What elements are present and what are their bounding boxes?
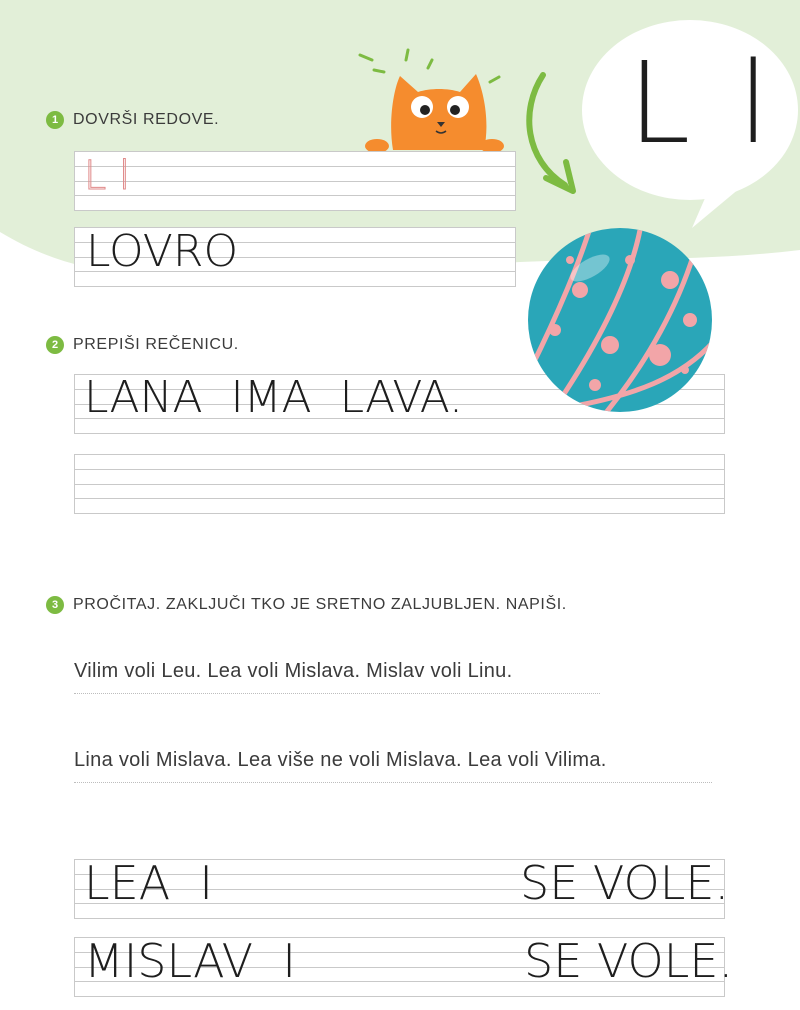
- model-word-lovro: LOVRO: [86, 226, 239, 277]
- task-number-badge: 1: [46, 111, 64, 129]
- answer-2-start: MISLAV I: [84, 934, 296, 988]
- task-number-badge: 3: [46, 596, 64, 614]
- reading-sentence-2: Lina voli Mislava. Lea više ne voli Mislava. Lea voli Vilima.: [74, 749, 607, 771]
- task3-instruction: PROČITAJ. ZAKLJUČI TKO JE SRETNO ZALJUBLJEN. NAPIŠI.: [73, 596, 567, 613]
- task-number-badge: 2: [46, 336, 64, 354]
- writing-row-copy-sentence[interactable]: [74, 454, 725, 514]
- traced-letters: L l: [84, 153, 131, 199]
- reading-sentence-1: Vilim voli Leu. Lea voli Mislava. Mislav voli Linu.: [74, 660, 513, 682]
- ball-icon: [520, 220, 720, 420]
- answer-2-end: SE VOLE.: [524, 934, 734, 988]
- task2-instruction: PREPIŠI REČENICU.: [73, 336, 239, 353]
- task1-instruction: DOVRŠI REDOVE.: [73, 111, 220, 128]
- header-letter-display: L l: [628, 39, 776, 169]
- dotted-line: [74, 782, 712, 783]
- writing-row-1[interactable]: [74, 151, 516, 211]
- answer-1-start: LEA I: [84, 856, 213, 910]
- answer-1-end: SE VOLE.: [520, 856, 730, 910]
- model-sentence: LANA IMA LAVA.: [84, 372, 464, 423]
- dotted-line: [74, 693, 600, 694]
